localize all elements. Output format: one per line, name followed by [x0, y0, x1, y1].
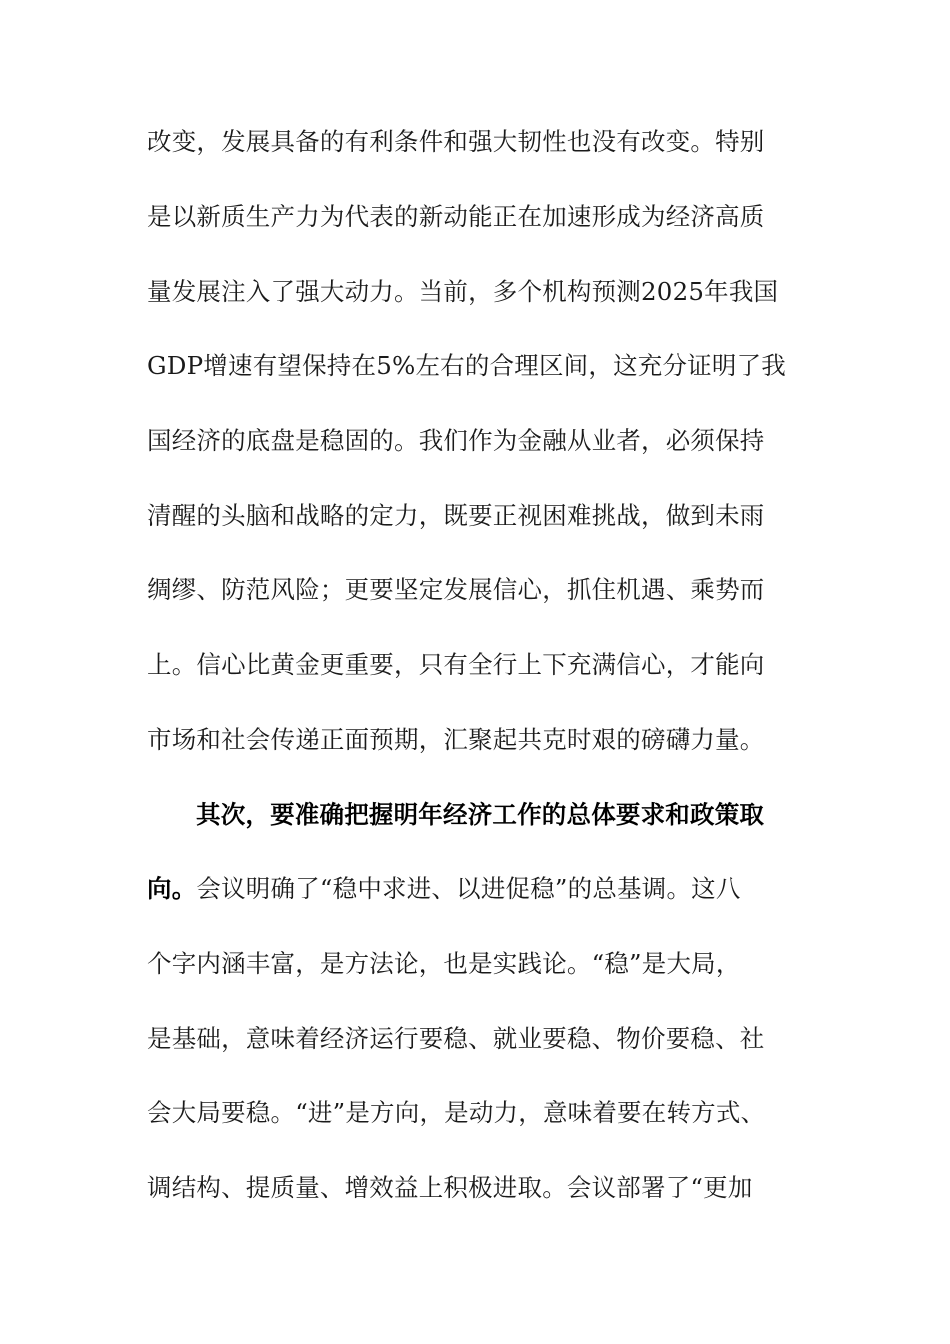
paragraph-1-line-7: 绸缪、防范风险；更要坚定发展信心，抓住机遇、乘势而: [147, 575, 765, 604]
paragraph-1-line-9: 市场和社会传递正面预期，汇聚起共克时艰的磅礴力量。: [147, 725, 765, 754]
paragraph-1-line-6: 清醒的头脑和战略的定力，既要正视困难挑战，做到未雨: [147, 501, 765, 530]
paragraph-2-line-5: 会大局要稳。“进”是方向，是动力，意味着要在转方式、: [147, 1098, 766, 1127]
paragraph-1-line-3: 量发展注入了强大动力。当前，多个机构预测2025年我国: [147, 277, 779, 306]
paragraph-1-line-1: 改变，发展具备的有利条件和强大韧性也没有改变。特别: [147, 127, 765, 156]
paragraph-1-line-4: GDP增速有望保持在5%左右的合理区间，这充分证明了我: [147, 351, 786, 380]
paragraph-1-line-2: 是以新质生产力为代表的新动能正在加速形成为经济高质: [147, 202, 765, 231]
paragraph-2-line-4: 是基础，意味着经济运行要稳、就业要稳、物价要稳、社: [147, 1024, 765, 1053]
paragraph-2-line-6: 调结构、提质量、增效益上积极进取。会议部署了“更加: [147, 1173, 753, 1202]
paragraph-2-heading-line-1: 其次，要准确把握明年经济工作的总体要求和政策取: [196, 800, 765, 829]
paragraph-2-line-2-text: 会议明确了“稳中求进、以进促稳”的总基调。这八: [196, 874, 741, 903]
paragraph-2-line-2: [147, 874, 741, 903]
paragraph-2-heading-end: 向。: [147, 874, 197, 903]
paragraph-1-line-5: 国经济的底盘是稳固的。我们作为金融从业者，必须保持: [147, 426, 765, 455]
paragraph-1-line-8: 上。信心比黄金更重要，只有全行上下充满信心，才能向: [147, 650, 765, 679]
paragraph-2-line-3: 个字内涵丰富，是方法论，也是实践论。“稳”是大局，: [147, 949, 741, 978]
